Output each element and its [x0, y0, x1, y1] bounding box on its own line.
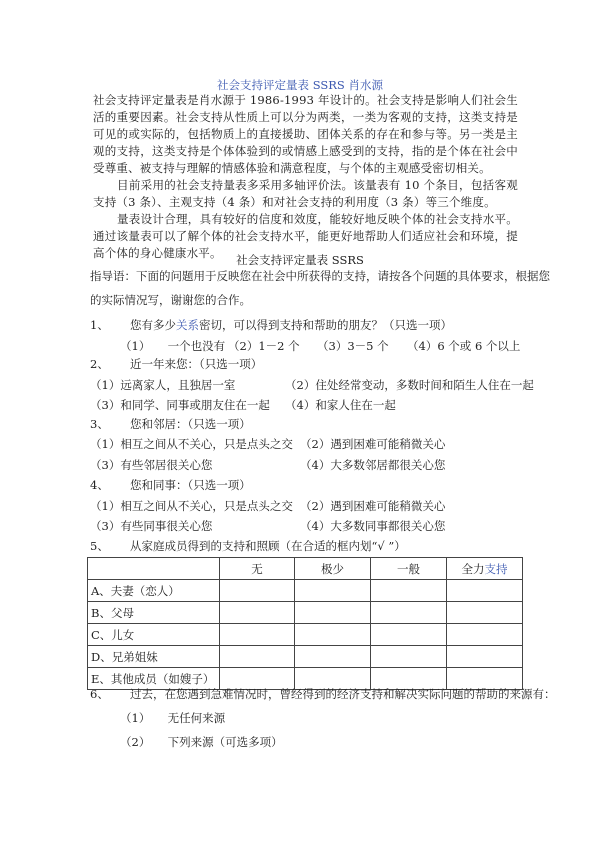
guide-line-2: 的实际情况写，谢谢您的合作。: [90, 293, 251, 307]
q1-option-3[interactable]: （3）3－5 个: [317, 339, 389, 353]
q2-option-4[interactable]: （4）和家人住在一起: [285, 398, 396, 412]
family-support-table: [87, 557, 523, 690]
cell-checkbox[interactable]: [371, 580, 447, 602]
q1-relation-link[interactable]: 关系: [176, 318, 199, 332]
table-row: [88, 646, 523, 668]
q1-text-after: 密切，可以得到支持和帮助的朋友？（只选一项）: [199, 318, 452, 332]
cell-checkbox[interactable]: [371, 624, 447, 646]
intro-paragraph-2: 目前采用的社会支持量表多采用多轴评价法。该量表有 10 个条目，包括客观支持（3 条）、主观支持（4 条）和对社会支持的利用度（3 条）等三个维度。: [93, 178, 518, 209]
q3-option-4[interactable]: （4）大多数邻居都很关心您: [300, 458, 446, 472]
q4-option-4[interactable]: （4）大多数同事都很关心您: [300, 519, 446, 533]
q1-option-1[interactable]: （1） 一个也没有: [120, 339, 226, 353]
q6-question: 过去，在您遇到急难情况时，曾经得到的经济支持和解决实际问题的帮助的来源有：: [130, 687, 556, 701]
header-average: 一般: [371, 558, 447, 580]
q6-number: 6、: [90, 687, 109, 701]
row-label-spouse: A、夫妻（恋人）: [88, 580, 220, 602]
q4-question: 您和同事：（只选一项）: [130, 478, 251, 492]
cell-checkbox[interactable]: [447, 602, 523, 624]
row-label-siblings: D、兄弟姐妹: [88, 646, 220, 668]
cell-checkbox[interactable]: [220, 580, 295, 602]
q3-number: 3、: [90, 417, 109, 431]
q5-number: 5、: [90, 539, 109, 553]
cell-checkbox[interactable]: [447, 580, 523, 602]
q1-option-4[interactable]: （4）6 个或 6 个以上: [407, 339, 521, 353]
q4-option-3[interactable]: （3）有些同事很关心您: [90, 519, 213, 533]
cell-checkbox[interactable]: [447, 646, 523, 668]
cell-checkbox[interactable]: [220, 646, 295, 668]
cell-checkbox[interactable]: [295, 646, 371, 668]
table-header-row: [88, 558, 523, 580]
cell-checkbox[interactable]: [371, 646, 447, 668]
table-row: [88, 602, 523, 624]
cell-checkbox[interactable]: [295, 602, 371, 624]
cell-checkbox[interactable]: [295, 624, 371, 646]
header-very-little: 极少: [295, 558, 371, 580]
table-row: [88, 624, 523, 646]
header-full-text: 全力: [461, 561, 485, 576]
cell-checkbox[interactable]: [447, 624, 523, 646]
table-row: [88, 580, 523, 602]
q6-option-1[interactable]: （1） 无任何来源: [120, 711, 226, 725]
header-none: 无: [220, 558, 295, 580]
q2-option-1[interactable]: （1）远离家人，且独居一室: [90, 378, 236, 392]
intro-paragraph-1: 社会支持评定量表是肖水源于 1986-1993 年设计的。社会支持是影响人们社会生活的重要因素。社会支持从性质上可以分为两类，一类为客观的支持，这类支持是可见的或实际的，包括物质上的直接援助、团体关系的存在和参与等。另一类是主观的支持，这类支持是个体体验到的或情感上感受到的支持，指的是个体在社会中受尊重、被支持与理解的情感体验和满意程度，与个体的主观感受密切相关。: [93, 93, 518, 175]
q4-number: 4、: [90, 478, 109, 492]
q2-option-2[interactable]: （2）住处经常变动，多数时间和陌生人住在一起: [285, 378, 534, 392]
header-support-link[interactable]: 支持: [484, 561, 508, 576]
cell-checkbox[interactable]: [371, 602, 447, 624]
cell-checkbox[interactable]: [220, 624, 295, 646]
header-blank: [88, 558, 220, 580]
intro-section: [93, 92, 518, 262]
intro-paragraph-3: 量表设计合理，具有较好的信度和效度，能较好地反映个体的社会支持水平。通过该量表可以了解个体的社会支持水平，能更好地帮助人们适应社会和环境，提高个体的身心健康水平。: [93, 212, 518, 260]
guide-line-1: 指导语：下面的问题用于反映您在社会中所获得的支持，请按各个问题的具体要求，根据您: [90, 269, 550, 283]
q3-question: 您和邻居：（只选一项）: [130, 417, 251, 431]
q3-option-1[interactable]: （1）相互之间从不关心，只是点头之交: [90, 437, 293, 451]
q1-text-before: 您有多少: [130, 318, 176, 332]
q1-question: [130, 317, 452, 333]
q2-question: 近一年来您：（只选一项）: [130, 357, 263, 371]
q4-option-1[interactable]: （1）相互之间从不关心，只是点头之交: [90, 499, 293, 513]
row-label-parents: B、父母: [88, 602, 220, 624]
row-label-other: E、其他成员（如嫂子）: [88, 668, 220, 690]
q3-option-2[interactable]: （2）遇到困难可能稍微关心: [300, 437, 446, 451]
header-full-support: [447, 558, 523, 580]
q1-number: 1、: [90, 318, 109, 332]
cell-checkbox[interactable]: [220, 602, 295, 624]
q3-option-3[interactable]: （3）有些邻居很关心您: [90, 458, 213, 472]
row-label-children: C、儿女: [88, 624, 220, 646]
q6-option-2[interactable]: （2） 下列来源（可选多项）: [120, 735, 283, 749]
q2-option-3[interactable]: （3）和同学、同事或朋友住在一起: [90, 398, 270, 412]
q4-option-2[interactable]: （2）遇到困难可能稍微关心: [300, 499, 446, 513]
scale-subtitle: 社会支持评定量表 SSRS: [236, 253, 364, 267]
q1-option-2[interactable]: （2）1－2 个: [228, 339, 300, 353]
q5-question: 从家庭成员得到的支持和照顾（在合适的框内划“√ ”）: [130, 539, 406, 553]
cell-checkbox[interactable]: [295, 580, 371, 602]
document-title: 社会支持评定量表 SSRS 肖水源: [217, 78, 383, 92]
q2-number: 2、: [90, 357, 109, 371]
